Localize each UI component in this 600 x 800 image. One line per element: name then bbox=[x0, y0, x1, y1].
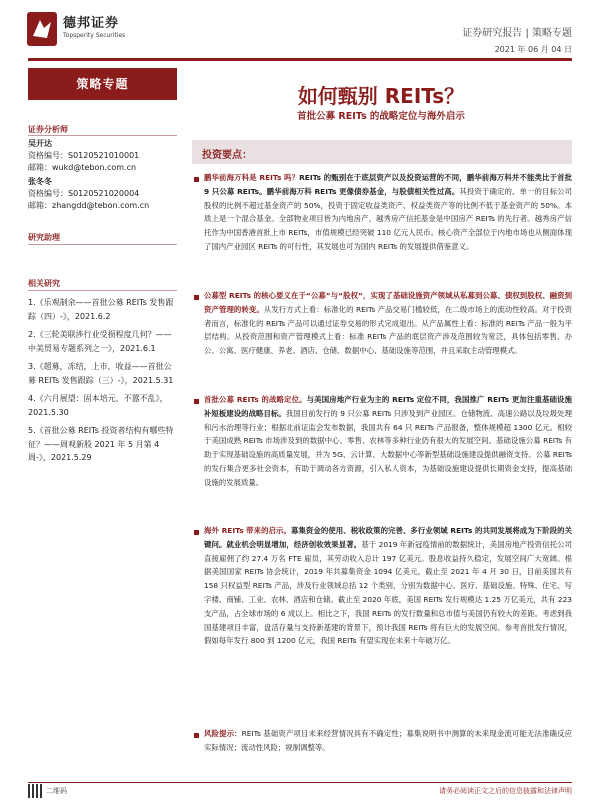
analyst-cert: S0120521010001 bbox=[68, 151, 140, 160]
related-rule bbox=[28, 290, 177, 291]
analyst-name: 吴开达 bbox=[28, 139, 52, 148]
footer-divider bbox=[28, 782, 572, 783]
bullet-marker bbox=[194, 295, 199, 300]
company-name-en: Topsperity Securities bbox=[63, 32, 126, 39]
key-points-label: 投资要点： bbox=[202, 150, 252, 161]
key-point-3: 首批公募 REITs 的战略定位。与美国房地产行业为主的 REITs 定位不同，我国推广 REITs 更加注重基础设施补短板建设的战略目标。我国目前发行的 9 只公募 REITs 只涉及到产业园区、仓储物流、高速公路以及垃圾处理和污水治理等行业；根据北前证监会发布数据，我国共有 64 只 REITs 产品报备，整体规模超 1300 亿元。相较于美国成熟 REITs 市场涉及到的数据中心、零售、农林等多种行业仍有很大的发展空间。基础设施公募 REITs 有助于实现基础设施的高质量发展，并为 5G、云计算、大数据中心等新型基础设施建设提供融资支持。公募 REITs 的发行集合更多社会资本，有助于调动各方资源，引入私人资本，为基础设施建设提供长期资金支持，提高基础设施的发展质量。 bbox=[204, 395, 572, 487]
qr-label: 二维码 bbox=[46, 787, 67, 795]
bullet-marker bbox=[194, 399, 199, 404]
key-point-1: 鹏华前海万科是 REITs 吗？REITs 的甄别在于底层资产以及投资运营的不同，鹏华前海万科并不能类比于首批 9 只公募 REITs。鹏华前海万科 REITs 更像债券基金，与股债相关性过高。其投资于确定的、单一的目标公司股权的比例不超过基金资产的 50%，投资于固定收益类资产、权益类资产等的比例不低于基金资产的 50%。本质上是一个混合基金。全部物业项目皆为内地房产，越秀房产信托基金是中国房产 REITs 的先行者。越秀房产信托作为中国香港首批上市 REITs，市值规模已经突破 110 亿元人民币。核心资产全部位于内地市场也从侧面体现了国内产业园区 REITs 的可行性，其发展也可为国内 REITs 的发展提供借鉴意义。 bbox=[204, 173, 572, 251]
bullet-marker bbox=[194, 733, 199, 738]
qr-code-icon bbox=[28, 784, 42, 798]
analyst-heading: 证券分析师 bbox=[28, 125, 68, 134]
bullet-marker bbox=[194, 530, 199, 535]
analyst-1: 吴开达 资格编号：S0120521010001 邮箱：wukd@tebon.com.cn bbox=[28, 139, 140, 172]
analyst-2: 张冬冬 资格编号：S0120521020004 邮箱：zhangdd@tebon.com.cn bbox=[28, 177, 150, 210]
bullet-marker bbox=[194, 177, 199, 182]
company-logo bbox=[27, 8, 157, 54]
report-type: 证券研究报告 | 策略专题 bbox=[462, 28, 572, 39]
related-item[interactable]: 5.《首批公募 REITs 投资者结构有哪些特征？——周观新股 2021 年 5 月第 4 周-》，2021.5.29 bbox=[28, 426, 174, 462]
company-name-cn: 德邦证券 bbox=[63, 16, 120, 31]
assistant-rule bbox=[28, 244, 177, 245]
related-item[interactable]: 4.《六月展望：固本培元，不嚣不乱》，2021.5.30 bbox=[28, 394, 168, 417]
analyst-cert: S0120521020004 bbox=[68, 189, 140, 198]
key-point-4: 海外 REITs 带来的启示。募集资金的使用、税收政策的完善、多行业领域 REITs 的共同发展将成为下阶段的关键问。就业机会明显增加，经济创收效果显著。基于 2019 年新冠疫情前的数据统计，美国房地产投资信托公司直接雇佣了约 27.4 万名 FTE 雇员，其劳动收入总计 197 亿美元。股息收益持久稳定，发展空间广大宽阔。根据美国国家 REITs 协会统计，2019 年共募集资金 1094 亿美元，截止至 2021 年 4 月 30 日，目前美国共有 158 只权益型 REITs 产品，涉及行业领域总括 12 个类别，分别为数据中心、医疗、基础设施、特殊、住宅、写字楼、商铺、工业、农林、酒店和仓储。截止至 2020 年底，美国 REITs 发行规模达 1.25 万亿美元，共有 223 支产品，占全球市场的 6 成以上。相比之下，我国 REITs 的发行数量和总市值与美国仍有较大的差距。考虑到我国基建项目丰富，盘活存量与支持新基建的背景下，预计我国 REITs 将有巨大的发展空间。参考首批发行情况，假如每年发行 800 到 1200 亿元，我国 REITs 有望实现在未来十年破万亿。 bbox=[204, 526, 572, 646]
legal-disclaimer: 请务必阅读正文之后的信息披露和法律声明 bbox=[439, 787, 572, 795]
assistant-heading: 研究助理 bbox=[28, 233, 60, 242]
related-list bbox=[28, 296, 177, 470]
header-divider bbox=[28, 58, 572, 61]
report-date: 2021 年 06 月 04 日 bbox=[494, 45, 572, 54]
report-subtitle: 首批公募 REITs 的战略定位与海外启示 bbox=[297, 111, 465, 122]
related-heading: 相关研究 bbox=[28, 279, 60, 288]
logo-icon bbox=[27, 12, 57, 46]
analyst-rule bbox=[28, 135, 177, 136]
related-item[interactable]: 3.《超募，冻结，上市，收益——首批公募 REITs 发售跟踪（三）-》，2021.5.31 bbox=[28, 362, 174, 385]
report-title: 如何甄别 REITs？ bbox=[297, 84, 465, 108]
related-item[interactable]: 2.《三轮美联涉行业受损程度几何？——中美贸易专题系列之一》，2021.6.1 bbox=[28, 330, 172, 353]
analyst-name: 张冬冬 bbox=[28, 177, 52, 186]
analyst-email[interactable]: wukd@tebon.com.cn bbox=[52, 163, 137, 172]
analyst-email[interactable]: zhangdd@tebon.com.cn bbox=[52, 201, 150, 210]
category-badge: 策略专题 bbox=[28, 68, 177, 100]
key-point-2: 公募型 REITs 的核心要义在于“公募”与“股权”，实现了基础设施资产领域从私募到公募、债权到股权、融资到资产管理的转变。从发行方式上看：标准化的 REITs 产品交易门槛较低，在二级市场上的流动性较高。对于投资者而言，标准化的 REITs 产品可以通过证券交易的形式完成退出。从产品属性上看：标准的 REITs 产品一般为平层结构。从投资范围和资产管理模式上看：标准 REITs 产品的底层资产涉及范围较为宽泛，具体包括零售、办公、公寓、医疗健康、养老、酒店、仓储、数据中心、基础设施等范围，并且采取主动管理模式。 bbox=[204, 291, 572, 356]
related-item[interactable]: 1.《乐观制余——首批公募 REITs 发售跟踪（四）-》，2021.6.2 bbox=[28, 298, 174, 321]
key-point-5: 风险提示：REITs 基础资产项目未来经营情况具有不确定性；募集说明书中测算的未来现金流可能无法准确反应实际情况；流动性风险；规制调整等。 bbox=[204, 729, 572, 752]
